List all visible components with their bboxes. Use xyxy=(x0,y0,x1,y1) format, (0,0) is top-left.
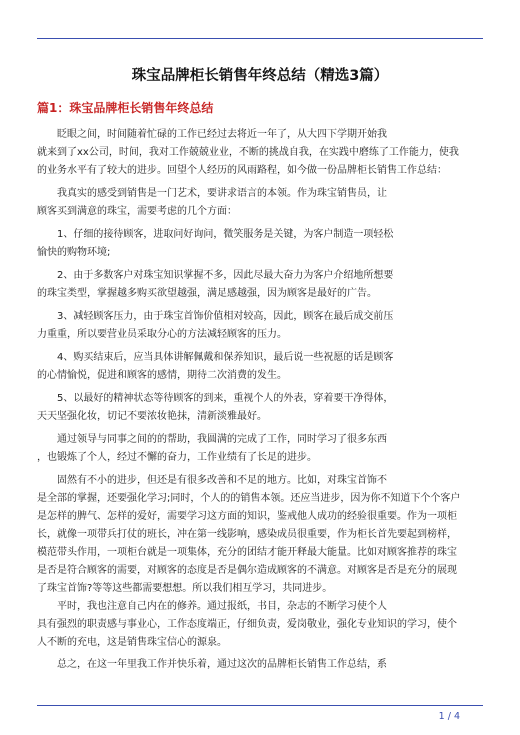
paragraph-line: 通过领导与同事之间的的帮助，我圆满的完成了工作，同时学习了很多东西 xyxy=(37,434,387,445)
paragraph-line: 的业务水平有了较大的进步。回望个人经历的风雨路程，如今做一份品牌柜长销售工作总结： xyxy=(37,165,447,176)
header-rule xyxy=(37,38,483,39)
paragraph-line: 是否是符合顾客的需要，对顾客的态度是否是偶尔造成顾客的不满意。对顾客是否是充分的展现 xyxy=(37,565,457,576)
paragraph-sales-art xyxy=(37,185,483,221)
paragraph-item-2 xyxy=(37,267,483,303)
paragraph-line: 5、以最好的精神状态等待顾客的到来，重视个人的外表，穿着要干净得体， xyxy=(37,393,394,404)
paragraph-line: 顾客买到满意的珠宝，需要考虑的几个方面： xyxy=(37,206,237,217)
paragraph-item-1 xyxy=(37,226,483,262)
paragraph-line: 平时，我也注意自己内在的修养。通过报纸，书目，杂志的不断学习使个人 xyxy=(37,601,387,612)
paragraph-self-cultivation xyxy=(37,598,483,652)
paragraph-line: 模范带头作用，一项柜台就是一项集体，充分的团结才能开释最大能量。比如对顾客推荐的珠宝 xyxy=(37,547,457,558)
paragraph-line: 了珠宝首饰?等等这些都需要想想。所以我们相互学习，共同进步。 xyxy=(37,583,333,594)
paragraph-conclusion xyxy=(37,656,483,674)
paragraph-line: 力重重，所以要营业员采取分心的方法减轻顾客的压力。 xyxy=(37,329,287,340)
paragraph-line: 的心情愉悦，促进和顾客的感情，期待二次消费的发生。 xyxy=(37,370,287,381)
paragraph-shortcomings xyxy=(37,472,483,598)
paragraph-intro xyxy=(37,126,483,180)
paragraph-line: ，也锻炼了个人，经过不懈的奋力，工作业绩有了长足的进步。 xyxy=(37,452,317,463)
paragraph-line: 天天坚强化妆，切记不要浓妆艳抹，清新淡雅最好。 xyxy=(37,411,267,422)
paragraph-line: 愉快的购物环境; xyxy=(37,247,111,258)
footer-rule xyxy=(37,705,483,706)
paragraph-line: 4、购买结束后，应当具体讲解佩戴和保养知识，最后说一些祝愿的话是顾客 xyxy=(37,352,394,363)
paragraph-item-4 xyxy=(37,349,483,385)
paragraph-line: 就来到了xx公司，时间，我对工作兢兢业业，不断的挑战自我，在实践中磨练了工作能力，使我 xyxy=(37,147,459,158)
paragraph-teamwork xyxy=(37,431,483,467)
section-heading: 篇1：珠宝品牌柜长销售年终总结 xyxy=(37,101,214,115)
paragraph-item-5 xyxy=(37,390,483,426)
paragraph-line: 2、由于多数客户对珠宝知识掌握不多，因此尽最大奋力为客户介绍地所想要 xyxy=(37,270,394,281)
page-number: 1 / 4 xyxy=(438,711,460,722)
paragraph-line: 是怎样的脾气、怎样的爱好，需要学习这方面的知识，鉴戒他人成功的经验很重要。作为一项柜 xyxy=(37,511,457,522)
paragraph-line: 人不断的充电，这是销售珠宝信心的源泉。 xyxy=(37,637,227,648)
paragraph-line: 眨眼之间，时间随着忙碌的工作已经过去将近一年了，从大四下学期开始我 xyxy=(37,129,387,140)
paragraph-line: 3、减轻顾客压力，由于珠宝首饰价值相对较高，因此，顾客在最后成交前压 xyxy=(37,311,394,322)
paragraph-line: 长，就像一项带兵打仗的班长，冲在第一线影响，感染成员很重要，作为柜长首先要起到榜样， xyxy=(37,529,457,540)
paragraph-line: 是全部的掌握，还要强化学习;同时，个人的的销售本领。还应当进步，因为你不知道下个个客户 xyxy=(37,493,461,504)
paragraph-line: 的珠宝类型，掌握越多购买欲望越强，满足感越强，因为顾客是最好的广告。 xyxy=(37,288,377,299)
paragraph-line: 我真实的感受到销售是一门艺术，要讲求语言的本领。作为珠宝销售员，让 xyxy=(37,188,387,199)
document-title: 珠宝品牌柜长销售年终总结（精选3篇） xyxy=(131,68,389,84)
paragraph-line: 1、仔细的接待顾客，进取问好询问，微笑服务是关键，为客户制造一项轻松 xyxy=(37,229,394,240)
paragraph-line: 总之，在这一年里我工作并快乐着，通过这次的品牌柜长销售工作总结，系 xyxy=(37,659,387,670)
paragraph-line: 固然有不小的进步，但还是有很多改善和不足的地方。比如，对珠宝首饰不 xyxy=(37,475,387,486)
paragraph-line: 具有强烈的职责感与事业心，工作态度端正，仔细负责，爱岗敬业，强化专业知识的学习，使个 xyxy=(37,619,457,630)
paragraph-item-3 xyxy=(37,308,483,344)
